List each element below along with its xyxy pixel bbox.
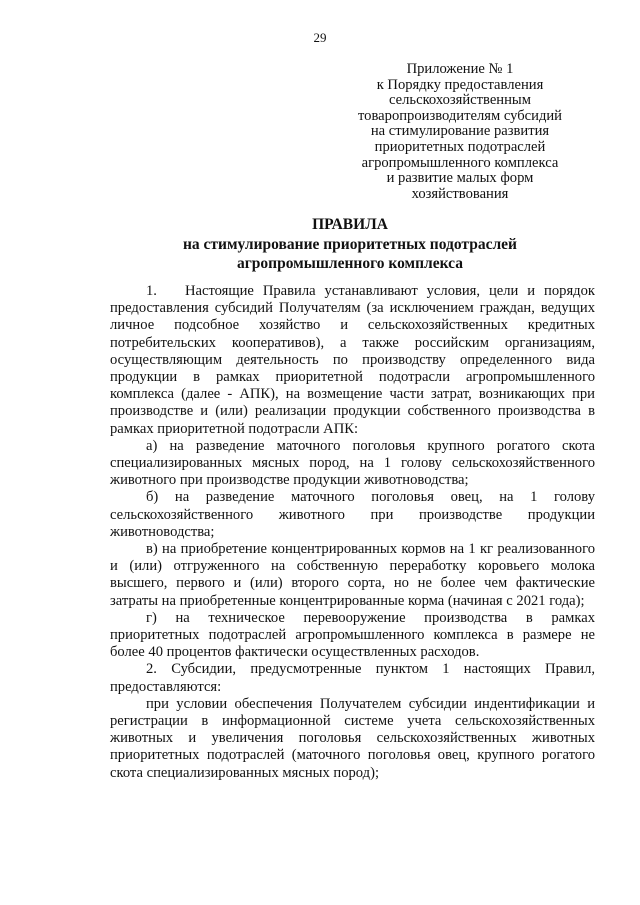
paragraph-3: при условии обеспечения Получателем субсидии индентификации и регистрации в информационной системе учета сельскохозяйственных животных и увеличения поголовья сельскохозяйственных животных приоритетных подотраслей (маточного поголовья овец, крупного рогатого скота специализированных мясных пород); (110, 695, 595, 781)
title-heading: ПРАВИЛА (312, 216, 388, 233)
annex-header (330, 62, 590, 202)
paragraph-2: 2. Субсидии, предусмотренные пунктом 1 настоящих Правил, предоставляются: (110, 661, 595, 695)
annex-line: к Порядку предоставления (376, 76, 544, 93)
item-v: в) на приобретение концентрированных кормов на 1 кг реализованного и (или) отгруженного на собственную переработку коровьего молока высшего, первого и (или) второго сорта, но не более чем фактические затраты на приобретенные концентрированные корма (начиная с 2021 года); (110, 541, 595, 609)
annex-line: сельскохозяйственным (389, 92, 531, 109)
annex-line: агропромышленного комплекса (361, 154, 559, 171)
annex-line: Приложение № 1 (406, 61, 514, 77)
item-g: г) на техническое перевооружение производства в рамках приоритетных подотраслей агропромышленного комплекса в размере не более 40 процентов фактически осуществленных расходов. (110, 609, 595, 661)
paragraph-text: Настоящие Правила устанавливают условия, цели и порядок предоставления субсидий Получателям (за исключением граждан, ведущих личное подсобное хозяйство и сельскохозяйственных кредитных потребительских кооперативов), а также российским организациям, осуществляющим деятельность по производству определенного вида продукции в рамках приоритетной подотрасли агропромышленного комплекса (далее - АПК), на возмещение части затрат, возникающих при производстве и (или) реализации продукции собственного производства в рамках приоритетной подотрасли АПК: (110, 283, 595, 437)
annex-line: товаропроизводителям субсидий (357, 107, 562, 124)
title-subheading: на стимулирование приоритетных подотраслей (183, 235, 517, 253)
annex-line: на стимулирование развития (370, 123, 550, 140)
document-title (0, 215, 640, 274)
paragraph-number: 1. (146, 283, 157, 299)
annex-line: приоритетных подотраслей (374, 138, 546, 155)
paragraph-1 (110, 283, 595, 438)
annex-line: хозяйствования (411, 185, 509, 202)
annex-line: и развитие малых форм (386, 170, 534, 187)
item-a: а) на разведение маточного поголовья крупного рогатого скота специализированных мясных пород, на 1 голову сельскохозяйственного животного при производстве продукции животноводства; (110, 437, 595, 489)
page-number: 29 (313, 30, 327, 45)
document-body (110, 283, 595, 782)
title-subheading: агропромышленного комплекса (237, 255, 463, 272)
item-b: б) на разведение маточного поголовья овец, на 1 голову сельскохозяйственного животного при производстве продукции животноводства; (110, 489, 595, 540)
